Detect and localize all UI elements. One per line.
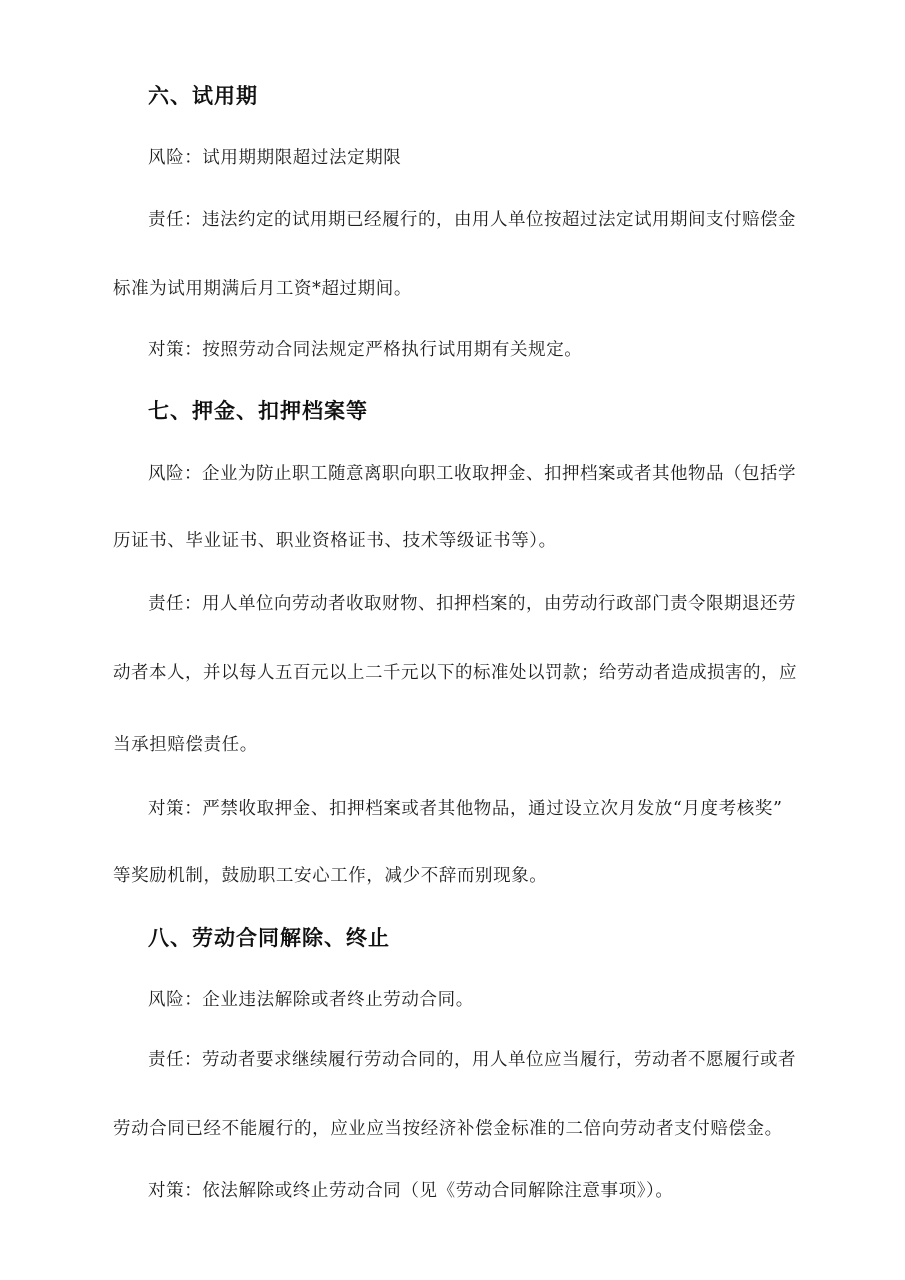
paragraph-line: 对策：依法解除或终止劳动合同（见《劳动合同解除注意事项》）。: [148, 1181, 674, 1201]
paragraph-line: 标准为试用期满后月工资*超过期间。: [113, 279, 412, 299]
paragraph-line: 等奖励机制，鼓励职工安心工作，减少不辞而别现象。: [113, 866, 548, 886]
paragraph-line: 劳动合同已经不能履行的，应业应当按经济补偿金标准的二倍向劳动者支付赔偿金。: [113, 1119, 783, 1139]
paragraph-line: 对策：按照劳动合同法规定严格执行试用期有关规定。: [148, 340, 583, 360]
section-heading-termination: 八、劳动合同解除、终止: [148, 926, 390, 950]
paragraph-line: 历证书、毕业证书、职业资格证书、技术等级证书等）。: [113, 531, 557, 551]
paragraph-line: 责任：违法约定的试用期已经履行的，由用人单位按超过法定试用期间支付赔偿金: [148, 210, 796, 230]
paragraph-line: 对策：严禁收取押金、扣押档案或者其他物品，通过设立次月发放“月度考核奖”: [148, 799, 783, 819]
paragraph-line: 动者本人，并以每人五百元以上二千元以下的标准处以罚款；给劳动者造成损害的，应: [113, 663, 797, 683]
paragraph-line: 当承担赔偿责任。: [113, 735, 258, 755]
paragraph-line: 责任：劳动者要求继续履行劳动合同的，用人单位应当履行，劳动者不愿履行或者: [148, 1050, 796, 1070]
paragraph-line: 风险：试用期期限超过法定期限: [148, 148, 402, 168]
section-heading-deposit: 七、押金、扣押档案等: [148, 399, 368, 423]
paragraph-line: 风险：企业违法解除或者终止劳动合同。: [148, 990, 474, 1010]
paragraph-line: 风险：企业为防止职工随意离职向职工收取押金、扣押档案或者其他物品（包括学: [148, 464, 796, 484]
section-heading-probation: 六、试用期: [148, 84, 258, 108]
paragraph-line: 责任：用人单位向劳动者收取财物、扣押档案的，由劳动行政部门责令限期退还劳: [148, 594, 796, 614]
